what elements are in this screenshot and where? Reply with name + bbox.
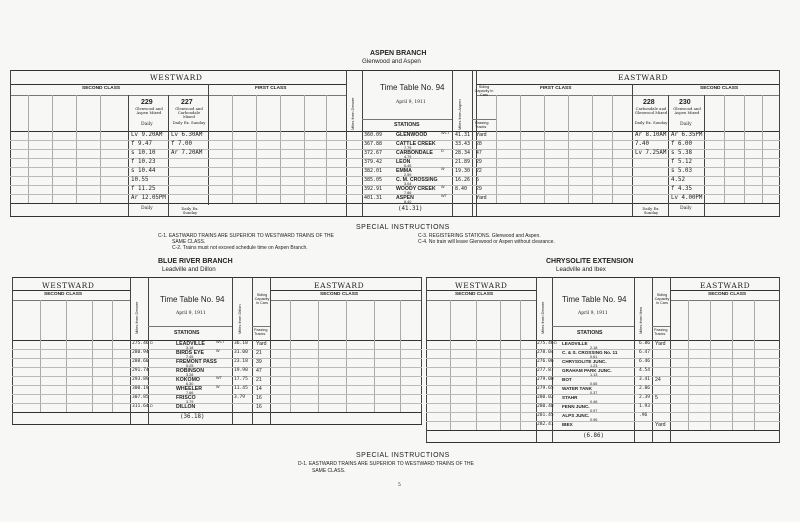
special1-title: SPECIAL INSTRUCTIONS [356, 224, 450, 231]
chrys-cell-miles: 279.00 [537, 377, 554, 382]
aspen-station: CARBONDALE [396, 150, 433, 156]
blue-station: BIRDS EYE [176, 350, 204, 356]
aspen-train-227-name: Glenwood and Carbondale Mixed [175, 106, 203, 119]
aspen-train-230-name: Glenwood and Aspen Mixed [673, 106, 701, 115]
blue-e-second-class: SECOND CLASS [320, 292, 359, 297]
chrys-cell-ibex: 6.86 [639, 341, 651, 346]
blue-station-code: WT [216, 376, 222, 380]
aspen-cell-229: s 10.44 [131, 168, 156, 174]
aspen-train-230-no: 230 [679, 99, 691, 106]
blue-cell-miles: 311.64 [132, 404, 149, 409]
aspen-station: GLENWOOD [396, 132, 428, 138]
special1-c1b: SAME CLASS. [172, 239, 206, 245]
chrys-cell-ibex: .96 [639, 413, 648, 418]
chrys-station: GRAHAM PARK JUNC. [562, 368, 612, 373]
chrys-station: IBEX [562, 422, 573, 427]
blue-cell-dillon: 17.75 [234, 377, 248, 382]
aspen-station: LEON [396, 159, 411, 165]
aspen-train-229-no: 229 [141, 99, 153, 106]
aspen-train-228-no: 228 [643, 99, 655, 106]
aspen-station: C. M. CROSSING [396, 177, 438, 183]
aspen-cell-229: f 10.23 [131, 159, 156, 165]
chrys-cell-cap: 5 [655, 395, 658, 401]
aspen-cell-230: 4.52 [671, 177, 685, 183]
blue-cell-miles: 291.74 [132, 368, 149, 373]
chrys-station-dist: 0.37 [590, 391, 598, 395]
blue-cell-cap: 21 [256, 350, 262, 356]
blue-w-second-class: SECOND CLASS [44, 292, 83, 297]
chrys-cell-miles: 280.02 [537, 395, 554, 400]
aspen-foot-228: Daily Ex. Sunday [642, 206, 660, 215]
aspen-station-code: WCT [441, 131, 450, 135]
blue-station: FREMONT PASS [176, 359, 217, 365]
aspen-station-dist: 7.79 [404, 146, 412, 150]
aspen-station-code: W [441, 185, 445, 189]
chrys-cell-miles: 275.46 [537, 341, 554, 346]
blue-cell-dillon: 19.90 [234, 368, 248, 373]
blue-station-dist: 7.66 [186, 391, 194, 395]
aspen-cell-230: f 6.00 [671, 141, 692, 147]
chrys-timetable-no: Time Table No. 94 [562, 295, 627, 304]
chrys-station: WATER TANK [562, 386, 592, 391]
chrys-station: FENN JUNC. [562, 404, 590, 409]
blue-cell-cap: 39 [256, 359, 262, 365]
chrys-station-dist: 0.65 [590, 382, 598, 386]
blue-station-code: W [216, 349, 220, 353]
blue-cell-miles: 275.46 [132, 341, 149, 346]
aspen-date: April 9, 1911 [396, 100, 426, 105]
chrys-date: April 9, 1911 [578, 311, 608, 316]
chrys-cell-miles: 281.45 [537, 413, 554, 418]
aspen-w-second-class: SECOND CLASS [82, 86, 121, 91]
blue-cell-cap: 16 [256, 395, 262, 401]
blue-eastward: EASTWARD [314, 281, 365, 290]
special1-c1: C-1. EASTWARD TRAINS ARE SUPERIOR TO WESTWARD TRAINS OF THE [158, 233, 334, 239]
aspen-eastward: EASTWARD [618, 73, 669, 82]
aspen-train-229-name: Glenwood and Aspen Mixed [135, 106, 163, 115]
blue-cell-miles: 293.89 [132, 377, 149, 382]
blue-cell-miles: 300.19 [132, 386, 149, 391]
chrys-miles-ibex-label: Miles from Ibex [638, 306, 643, 334]
blue-foot-total: (36.18) [180, 414, 205, 420]
chrys-station-dist: 0.96 [590, 418, 598, 422]
aspen-cell-miles: 367.88 [364, 141, 383, 147]
aspen-cell-229: Lv 9.20AM [131, 132, 163, 138]
blue-cell-d: D [150, 341, 153, 345]
chrys-cell-ibex: 4.54 [639, 368, 651, 373]
aspen-station-dist: 3.04 [404, 182, 412, 186]
aspen-station-dist: 6.45 [404, 164, 412, 168]
chrys-station: STAHR [562, 395, 578, 400]
aspen-westward: WESTWARD [150, 73, 203, 82]
chrys-station-dist: 1.13 [590, 373, 598, 377]
blue-cell-dillon: 31.00 [234, 350, 248, 355]
aspen-cell-228: 7.40 [635, 141, 649, 147]
chrys-passing-label: Passing Tracks [654, 328, 668, 336]
blue-station-dist: 5.25 [186, 364, 194, 368]
chrys-cell-cap: Yard [655, 422, 666, 428]
aspen-cell-230: f 4.35 [671, 186, 692, 192]
aspen-station: EMMA [396, 168, 412, 174]
aspen-foot-total: (41.31) [398, 206, 423, 212]
aspen-e-first-class: FIRST CLASS [540, 86, 572, 91]
chrys-station: CHRYSOLITE JUNC. [562, 359, 607, 364]
chrys-siding-label: Siding Capacity in Cars [654, 293, 670, 305]
blue-stations-label: STATIONS [174, 330, 200, 336]
aspen-cell-miles: 372.67 [364, 150, 383, 156]
aspen-cell-229: s 10.10 [131, 150, 156, 156]
chrys-title: CHRYSOLITE EXTENSION [546, 258, 634, 265]
aspen-cell-230: f 5.12 [671, 159, 692, 165]
aspen-station-code: D [441, 149, 444, 153]
aspen-station-code: WT [441, 194, 447, 198]
chrys-station: C. & S. CROSSING No. 11 [562, 350, 618, 355]
aspen-cell-miles: 392.91 [364, 186, 383, 192]
aspen-cell-230: Lv 4.00PM [671, 195, 703, 201]
aspen-cell-aspen: 41.31 [455, 132, 471, 138]
chrys-cell-cap: 24 [655, 377, 661, 383]
blue-cell-cap: 47 [256, 368, 262, 374]
blue-westward: WESTWARD [42, 281, 95, 290]
page-number: 5 [398, 483, 401, 488]
blue-cell-dillon: 3.79 [234, 395, 246, 400]
aspen-miles-denver-label: Miles from Denver [350, 97, 355, 130]
aspen-w-first-class: FIRST CLASS [255, 86, 287, 91]
aspen-cell-cap: 22 [476, 168, 482, 174]
aspen-miles-aspen-label: Miles from Aspen [457, 99, 462, 130]
chrys-station: BOT [562, 377, 572, 382]
blue-miles-denver-label: Miles from Denver [134, 301, 139, 334]
blue-passing-label: Passing Tracks [254, 328, 268, 336]
chrys-station: LEADVILLE [562, 341, 588, 346]
aspen-cell-cap: 5 [476, 177, 479, 183]
chrys-cell-d: D [554, 341, 557, 345]
aspen-timetable-no: Time Table No. 94 [380, 83, 445, 92]
chrys-station: ALPS JUNC. [562, 413, 590, 418]
aspen-station: WOODY CREEK [396, 186, 436, 192]
aspen-cell-aspen: 16.26 [455, 177, 471, 183]
blue-cell-miles: 307.85 [132, 395, 149, 400]
blue-station-dist: 3.79 [186, 400, 194, 404]
aspen-foot-227: Daily Ex. Sunday [181, 206, 199, 215]
aspen-foot-230: Daily [680, 206, 692, 211]
chrys-cell-miles: 277.87 [537, 368, 554, 373]
aspen-train-227-no: 227 [181, 99, 193, 106]
chrys-station-dist: 0.46 [590, 400, 598, 404]
chrys-cell-miles: 282.41 [537, 422, 554, 427]
blue-cell-cap: Yard [256, 341, 267, 347]
aspen-cell-miles: 382.01 [364, 168, 383, 174]
chrys-cell-ibex: 1.93 [639, 404, 651, 409]
blue-station-dist: 7.45 [186, 355, 194, 359]
chrys-subtitle: Leadville and Ibex [556, 266, 606, 273]
aspen-cell-cap: Yard [476, 132, 487, 138]
special1-c3: C-3. REGISTERING STATIONS. Glenwood and Aspen. [418, 233, 541, 239]
blue-station-dist: 6.30 [186, 382, 194, 386]
chrys-cell-ibex: 3.41 [639, 377, 651, 382]
aspen-cell-227: f 7.00 [171, 141, 192, 147]
aspen-cell-229: f 9.47 [131, 141, 152, 147]
blue-cell-d: D [150, 404, 153, 408]
blue-cell-dillon: 23.18 [234, 359, 248, 364]
aspen-cell-228: Lv 7.25AM [635, 150, 667, 156]
blue-station: KOKOMO [176, 377, 200, 383]
chrys-w-second-class: SECOND CLASS [455, 292, 494, 297]
aspen-station-dist: 7.86 [404, 191, 412, 195]
blue-station: WHEELER [176, 386, 202, 392]
aspen-train-228-name: Carbondale and Glenwood Mixed [634, 106, 668, 115]
chrys-miles-denver-label: Miles from Denver [540, 301, 545, 334]
aspen-cell-aspen: 28.34 [455, 150, 471, 156]
aspen-siding-label: Siding Capacity in Cars [474, 85, 494, 97]
chrys-station-dist: 0.97 [590, 409, 598, 413]
aspen-cell-aspen: 19.30 [455, 168, 471, 174]
chrys-cell-miles: 279.65 [537, 386, 554, 391]
aspen-train-230-days: Daily [680, 122, 692, 127]
chrys-cell-ibex: 2.86 [639, 386, 651, 391]
aspen-cell-aspen: 21.89 [455, 159, 471, 165]
chrys-stations-label: STATIONS [577, 330, 603, 336]
aspen-station: CATTLE CREEK [396, 141, 436, 147]
blue-cell-miles: 288.60 [132, 359, 149, 364]
aspen-cell-229: 10.55 [131, 177, 149, 183]
aspen-cell-miles: 401.31 [364, 195, 383, 201]
chrys-station-dist: 0.61 [590, 355, 598, 359]
blue-date: April 9, 1911 [176, 311, 206, 316]
aspen-cell-cap: 47 [476, 150, 482, 156]
aspen-passing-label: Passing Tracks [475, 121, 489, 129]
chrys-foot-total: (6.86) [583, 433, 604, 439]
aspen-cell-aspen: 8.40 [455, 186, 468, 192]
chrys-e-second-class: SECOND CLASS [708, 292, 747, 297]
aspen-station-dist: 8.40 [404, 200, 412, 204]
blue-station-code: W [216, 385, 220, 389]
blue-station-code: WCT [216, 340, 225, 344]
aspen-cell-miles: 385.05 [364, 177, 383, 183]
chrys-cell-ibex: 6.47 [639, 350, 651, 355]
blue-cell-dillon: 36.18 [234, 341, 248, 346]
blue-station: FRISCO [176, 395, 196, 401]
chrys-eastward: EASTWARD [700, 281, 751, 290]
aspen-subtitle: Glenwood and Aspen [362, 58, 421, 65]
special2-d1: D-1. EASTWARD TRAINS ARE SUPERIOR TO WESTWARD TRAINS OF THE [298, 461, 474, 467]
aspen-station: ASPEN [396, 195, 414, 201]
aspen-foot-229: Daily [141, 206, 153, 211]
aspen-station-code: W [441, 167, 445, 171]
chrys-westward: WESTWARD [455, 281, 508, 290]
blue-miles-dillon-label: Miles from Dillon [237, 304, 242, 334]
aspen-cell-miles: 379.42 [364, 159, 383, 165]
chrys-station-dist: 2.18 [590, 346, 598, 350]
aspen-cell-227: Lv 6.30AM [171, 132, 203, 138]
aspen-cell-229: f 11.25 [131, 186, 156, 192]
blue-station-dist: 3.18 [186, 346, 194, 350]
chrys-cell-ibex: 6.46 [639, 359, 651, 364]
aspen-train-227-days: Daily Ex. Sunday [172, 120, 206, 125]
blue-station: LEADVILLE [176, 341, 205, 347]
aspen-cell-228: Ar 8.10AM [635, 132, 667, 138]
chrys-cell-miles: 278.04 [537, 350, 554, 355]
blue-station: DILLON [176, 404, 196, 410]
special1-c2: C-2. Trains must not exceed schedule time on Aspen Branch. [172, 245, 308, 251]
blue-timetable-no: Time Table No. 94 [160, 295, 225, 304]
special2-title: SPECIAL INSTRUCTIONS [356, 452, 450, 459]
aspen-e-second-class: SECOND CLASS [700, 86, 739, 91]
aspen-cell-cap: 29 [476, 186, 482, 192]
chrys-cell-miles: 276.06 [537, 359, 554, 364]
blue-cell-cap: 16 [256, 404, 262, 410]
aspen-station-dist: 4.79 [404, 155, 412, 159]
aspen-cell-cap: Yard [476, 195, 487, 201]
aspen-cell-cap: 29 [476, 159, 482, 165]
chrys-cell-ibex: 2.39 [639, 395, 651, 400]
aspen-cell-227: Ar 7.20AM [171, 150, 203, 156]
aspen-cell-230: Ar 6.35PM [671, 132, 703, 138]
blue-station: ROBINSON [176, 368, 204, 374]
blue-title: BLUE RIVER BRANCH [158, 258, 233, 265]
special1-c4: C-4. No train will leave Glenwood or Aspen without clearance. [418, 239, 555, 245]
blue-cell-miles: 280.94 [132, 350, 149, 355]
blue-cell-dillon: 11.45 [234, 386, 248, 391]
aspen-title: ASPEN BRANCH [370, 50, 427, 57]
chrys-cell-cap: Yard [655, 341, 666, 347]
blue-station-dist: 3.28 [186, 373, 194, 377]
aspen-cell-230: s 5.03 [671, 168, 692, 174]
aspen-station-dist: 2.59 [404, 173, 412, 177]
aspen-train-229-days: Daily [141, 122, 153, 127]
aspen-train-228-days: Daily Ex. Sunday [634, 120, 668, 125]
aspen-cell-aspen: 33.43 [455, 141, 471, 147]
special2-d1b: SAME CLASS. [312, 468, 346, 474]
blue-siding-label: Siding Capacity in Cars [254, 293, 270, 305]
blue-cell-cap: 14 [256, 386, 262, 392]
chrys-cell-miles: 280.48 [537, 404, 554, 409]
blue-subtitle: Leadville and Dillon [162, 266, 216, 273]
blue-cell-cap: 21 [256, 377, 262, 383]
aspen-cell-miles: 360.09 [364, 132, 383, 138]
aspen-stations-label: STATIONS [394, 122, 420, 128]
aspen-cell-230: s 5.38 [671, 150, 692, 156]
chrys-station-dist: 1.23 [590, 364, 598, 368]
aspen-cell-229: Ar 12.05PM [131, 195, 166, 201]
aspen-cell-cap: 28 [476, 141, 482, 147]
